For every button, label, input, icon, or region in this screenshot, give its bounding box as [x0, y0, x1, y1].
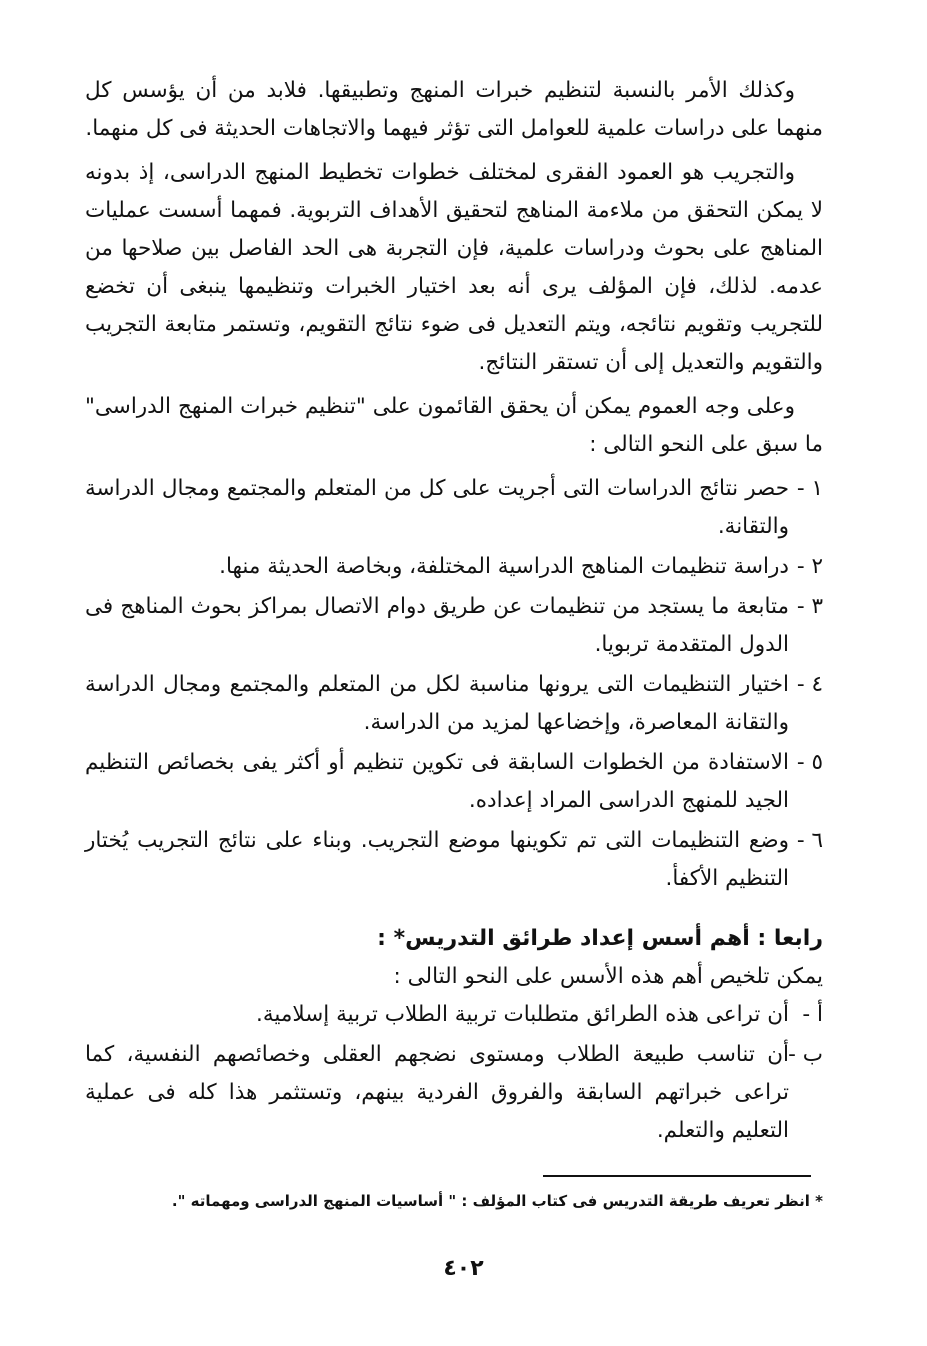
list-item-text: الاستفادة من الخطوات السابقة فى تكوين تنظيم أو أكثر يفى بخصائص التنظيم الجيد للمنهج الدراسى المراد إعداده. — [85, 750, 789, 813]
list-item-text: دراسة تنظيمات المناهج الدراسية المختلفة، وبخاصة الحديثة منها. — [219, 554, 789, 579]
list-marker: ٤ - — [796, 672, 823, 697]
list-marker: أ - — [802, 1002, 823, 1027]
list-marker: ٦ - — [796, 828, 823, 853]
list-item — [85, 822, 823, 898]
paragraph-organization: وكذلك الأمر بالنسبة لتنظيم خبرات المنهج وتطبيقها. فلابد من أن يؤسس كل منهما على دراسات علمية للعوامل التى تؤثر فيهما والاتجاهات الحديثة فى كل منهما. — [85, 78, 823, 141]
list-marker: ٢ - — [796, 554, 823, 579]
list-marker: ب - — [788, 1042, 823, 1067]
footnote-divider — [543, 1175, 811, 1177]
list-item — [85, 996, 823, 1034]
list-item-text: متابعة ما يستجد من تنظيمات عن طريق دوام الاتصال بمراكز بحوث المناهج فى الدول المتقدمة تربويا. — [85, 594, 789, 657]
list-item-text: اختيار التنظيمات التى يرونها مناسبة لكل من المتعلم والمجتمع ومجال الدراسة والتقانة المعاصرة، وإخضاعها لمزيد من الدراسة. — [85, 672, 789, 735]
list-marker: ٣ - — [796, 594, 823, 619]
steps-list — [85, 470, 823, 898]
list-item — [85, 1036, 823, 1150]
list-item-text: أن تناسب طبيعة الطلاب ومستوى نضجهم العقلى وخصائصهم النفسية، كما تراعى خبراتهم السابقة والفروق الفردية بينهم، وتستثمر هذا كله فى عملية التعليم والتعلم. — [85, 1042, 789, 1143]
paragraph-experimentation: والتجريب هو العمود الفقرى لمختلف خطوات تخطيط المنهج الدراسى، إذ بدونه لا يمكن التحقق من ملاءمة المناهج لتحقيق الأهداف التربوية. فمهما أسست عمليات المناهج على بحوث ودراسات علمية، فإن التجربة هى الحد الفاصل بين صلاحها من عدمه. لذلك، فإن المؤلف يرى أنه بعد اختيار الخبرات وتنظيمها ينبغى أن تخضع للتجريب وتقويم نتائجه، ويتم التعديل فى ضوء نتائج التقويم، وتستمر متابعة التجريب والتقويم والتعديل إلى أن تستقر النتائج. — [85, 160, 823, 375]
page-body — [85, 72, 823, 1154]
list-item — [85, 588, 823, 664]
list-item — [85, 744, 823, 820]
list-marker: ١ - — [796, 476, 823, 501]
paragraph-general-approach: وعلى وجه العموم يمكن أن يحقق القائمون على "تنظيم خبرات المنهج الدراسى" ما سبق على النحو التالى : — [85, 394, 823, 457]
list-marker: ٥ - — [796, 750, 823, 775]
list-item-text: أن تراعى هذه الطرائق متطلبات تربية الطلاب تربية إسلامية. — [256, 1002, 789, 1027]
list-item-text: وضع التنظيمات التى تم تكوينها موضع التجريب. وبناء على نتائج التجريب يُختار التنظيم الأكفأ. — [85, 828, 789, 891]
principles-list — [85, 996, 823, 1150]
section-intro: يمكن تلخيص أهم هذه الأسس على النحو التالى : — [393, 964, 823, 989]
list-item — [85, 470, 823, 546]
list-item — [85, 548, 823, 586]
list-item-text: حصر نتائج الدراسات التى أجريت على كل من المتعلم والمجتمع ومجال الدراسة والتقانة. — [85, 476, 789, 539]
section-heading: رابعا : أهم أسس إعداد طرائق التدريس* : — [377, 926, 823, 951]
list-item — [85, 666, 823, 742]
page-number: ٤٠٢ — [443, 1256, 484, 1281]
footnote: * انظر تعريف طريقة التدريس فى كتاب المؤلف : " أساسيات المنهج الدراسى ومهماته ". — [171, 1192, 823, 1210]
